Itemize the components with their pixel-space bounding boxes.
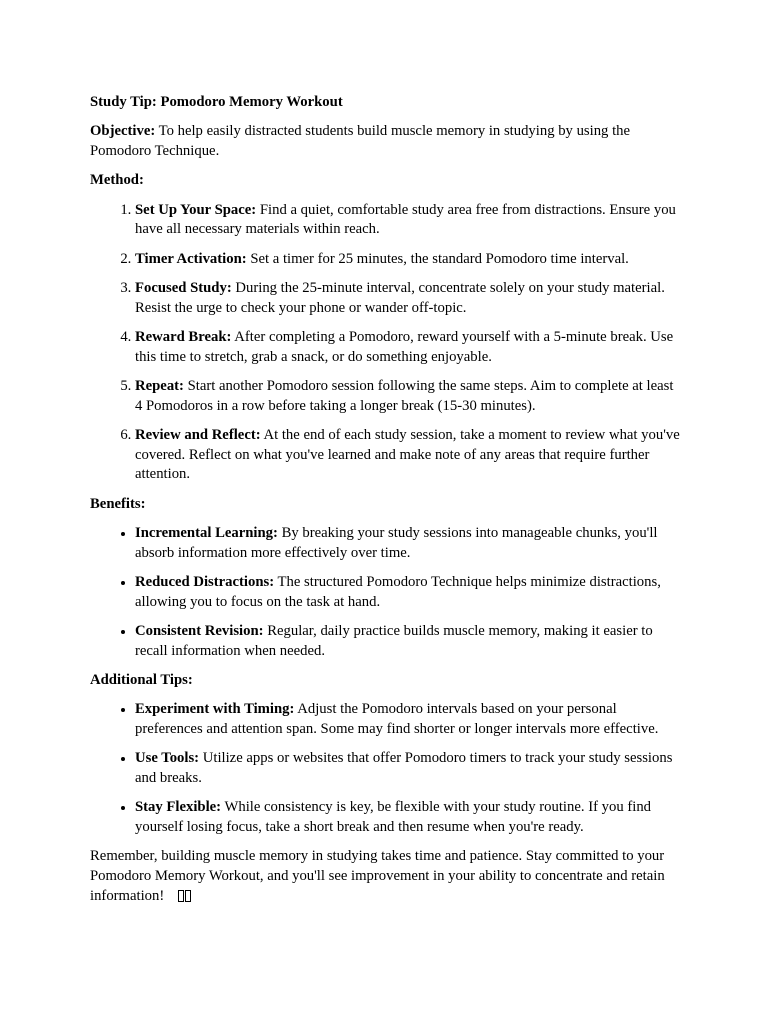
tip-label: Experiment with Timing: — [135, 701, 295, 718]
tip-item — [135, 798, 682, 837]
benefit-label: Consistent Revision: — [135, 623, 264, 640]
step-text: Set a timer for 25 minutes, the standard Pomodoro time interval. — [246, 250, 629, 267]
method-steps-list — [90, 201, 682, 485]
method-step — [135, 377, 682, 416]
objective-label: Objective: — [90, 123, 156, 140]
benefit-item — [135, 622, 682, 661]
step-label: Timer Activation: — [135, 250, 247, 267]
step-text: After completing a Pomodoro, reward yourself with a 5-minute break. Use this time to stretch, grab a snack, or do something enjoyable. — [135, 329, 674, 365]
tip-label: Use Tools: — [135, 750, 200, 767]
method-step — [135, 328, 682, 367]
closing-paragraph — [90, 847, 682, 908]
additional-tips-list — [90, 700, 682, 837]
method-step — [135, 426, 682, 485]
method-step — [135, 201, 682, 240]
step-text: Find a quiet, comfortable study area free from distractions. Ensure you have all necessary materials within reach. — [135, 201, 676, 238]
method-step — [135, 250, 682, 270]
step-label: Set Up Your Space: — [135, 201, 257, 218]
benefit-text: The structured Pomodoro Technique helps minimize distractions, allowing you to focus on the task at hand. — [135, 574, 661, 610]
closing-text: Remember, building muscle memory in studying takes time and patience. Stay committed to your Pomodoro Memory Workout, and you'll see improvement in your ability to concentrate and retain information! — [90, 848, 665, 904]
step-label: Review and Reflect: — [135, 427, 261, 444]
tip-item — [135, 749, 682, 788]
benefit-label: Reduced Distractions: — [135, 574, 275, 591]
benefits-list — [90, 524, 682, 661]
document-page — [90, 93, 682, 918]
objective-text: To help easily distracted students build muscle memory in studying by using the Pomodoro Technique. — [90, 123, 631, 159]
step-text: During the 25-minute interval, concentrate solely on your study material. Resist the urge to check your phone or wander off-topic. — [135, 280, 665, 316]
benefit-label: Incremental Learning: — [135, 525, 278, 542]
step-label: Focused Study: — [135, 280, 232, 297]
additional-tips-heading: Additional Tips: — [90, 672, 193, 689]
tip-label: Stay Flexible: — [135, 799, 222, 816]
tip-text: Adjust the Pomodoro intervals based on your personal preferences and attention span. Some may find shorter or longer intervals more effective. — [135, 701, 659, 737]
benefit-item — [135, 573, 682, 612]
step-text: Start another Pomodoro session following the same steps. Aim to complete at least 4 Pomodoros in a row before taking a longer break (15-30 minutes). — [135, 378, 674, 414]
step-text: At the end of each study session, take a moment to review what you've covered. Reflect on what you've learned and make note of any areas that require further attention. — [135, 427, 680, 483]
tip-item — [135, 700, 682, 739]
missing-glyph-icon — [178, 889, 194, 909]
method-heading: Method: — [90, 172, 144, 189]
benefit-text: Regular, daily practice builds muscle memory, making it easier to recall information when needed. — [135, 623, 653, 659]
benefit-text: By breaking your study sessions into manageable chunks, you'll absorb information more effectively over time. — [135, 525, 658, 561]
benefits-heading: Benefits: — [90, 495, 146, 512]
step-label: Reward Break: — [135, 329, 232, 346]
benefit-item — [135, 524, 682, 563]
step-label: Repeat: — [135, 378, 184, 395]
objective-paragraph — [90, 122, 682, 161]
document-title: Study Tip: Pomodoro Memory Workout — [90, 94, 343, 110]
method-step — [135, 279, 682, 318]
tip-text: Utilize apps or websites that offer Pomodoro timers to track your study sessions and breaks. — [135, 750, 673, 786]
tip-text: While consistency is key, be flexible with your study routine. If you find yourself losing focus, take a short break and then resume when you're ready. — [135, 799, 652, 835]
